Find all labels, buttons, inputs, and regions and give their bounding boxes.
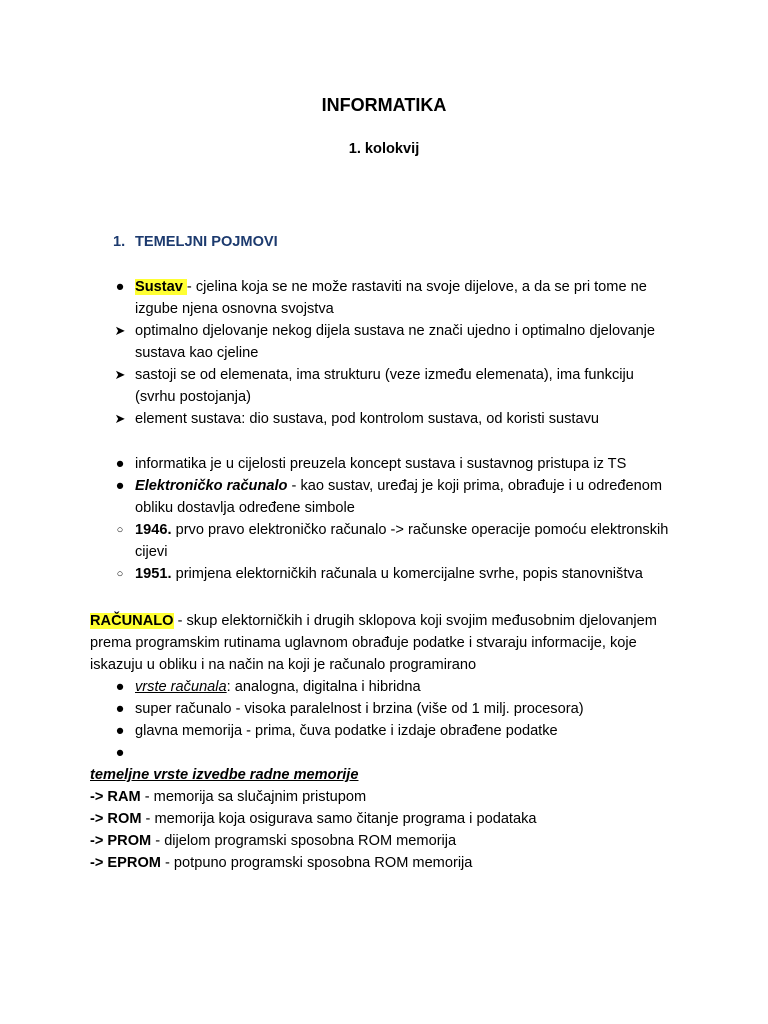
list-item-text: - kao sustav, uređaj je koji prima, obrađuje i u određenom obliku dostavlja određene simbole — [135, 478, 662, 516]
list-item-text: primjena elektorničkih računala u komercijalne svrhe, popis stanovništva — [171, 566, 643, 582]
racunalo-definition: - skup elektorničkih i drugih sklopova koji svojim međusobnim djelovanjem prema programskim rutinama uglavnom obrađuje podatke i stvaraju informacije, koje iskazuju u obliku i na način na koji je računalo programirano — [90, 613, 657, 673]
informatika-list — [0, 453, 768, 585]
list-item — [0, 563, 768, 585]
document-title: INFORMATIKA — [321, 95, 447, 115]
sustav-definition: - cjelina koja se ne može rastaviti na svoje dijelove, a da se pri tome ne izgube njena osnovna svojstva — [135, 279, 647, 317]
vrste-racunala-term: vrste računala — [135, 679, 227, 695]
memory-text: - dijelom programski sposobna ROM memorija — [151, 833, 457, 849]
bullet-dot-icon: ● — [115, 701, 125, 717]
list-item-text: glavna memorija - prima, čuva podatke i izdaje obrađene podatke — [135, 723, 558, 739]
bullet-dot-icon: ● — [115, 456, 125, 472]
bullet-dot-icon: ● — [115, 723, 125, 739]
circle-bullet-icon: ○ — [116, 568, 124, 580]
memory-heading — [0, 764, 768, 786]
list-item — [0, 676, 768, 698]
list-item-text: optimalno djelovanje nekog dijela sustava ne znači ujedno i optimalno djelovanje sustava kao cjeline — [135, 323, 656, 361]
circle-bullet-icon: ○ — [116, 524, 124, 536]
section-heading-text: TEMELJNI POJMOVI — [135, 234, 278, 250]
memory-row — [0, 808, 768, 830]
elektronicko-racunalo-term: Elektroničko računalo — [135, 478, 288, 494]
section-heading-number: 1. — [113, 234, 126, 250]
memory-text: - memorija koja osigurava samo čitanje programa i podataka — [141, 811, 537, 827]
arrow-bullet-icon: ➤ — [114, 323, 126, 338]
bullet-dot-icon: ● — [115, 478, 125, 494]
racunalo-section — [0, 610, 768, 874]
list-item — [0, 320, 768, 364]
list-item — [0, 408, 768, 430]
memory-row — [0, 852, 768, 874]
list-item — [0, 720, 768, 742]
bullet-dot-icon: ● — [115, 279, 125, 295]
list-item-text: prvo pravo elektroničko računalo -> računske operacije pomoću elektronskih cijevi — [135, 522, 669, 560]
year-label: 1951. — [135, 566, 172, 582]
memory-term: -> EPROM — [90, 855, 161, 871]
document-subtitle: 1. kolokvij — [348, 141, 420, 157]
list-item-text: element sustava: dio sustava, pod kontrolom sustava, od koristi sustavu — [135, 411, 599, 427]
list-item-text: super računalo - visoka paralelnost i brzina (više od 1 milj. procesora) — [135, 701, 584, 717]
list-item — [0, 364, 768, 408]
memory-text: - potpuno programski sposobna ROM memorija — [160, 855, 473, 871]
racunalo-term: RAČUNALO — [90, 613, 174, 629]
list-item-text: informatika je u cijelosti preuzela koncept sustava i sustavnog pristupa iz TS — [135, 456, 627, 472]
list-item — [0, 453, 768, 475]
sustav-list — [0, 276, 768, 430]
sustav-term: Sustav — [135, 279, 187, 295]
memory-term: -> ROM — [90, 811, 142, 827]
arrow-bullet-icon: ➤ — [114, 367, 126, 382]
year-label: 1946. — [135, 522, 172, 538]
list-item-empty — [0, 742, 768, 764]
memory-row — [0, 786, 768, 808]
list-item — [0, 276, 768, 320]
memory-term: -> PROM — [90, 833, 152, 849]
memory-term: -> RAM — [90, 789, 141, 805]
memory-heading-text: temeljne vrste izvedbe radne memorije — [90, 767, 359, 783]
memory-row — [0, 830, 768, 852]
list-item — [0, 698, 768, 720]
memory-text: - memorija sa slučajnim pristupom — [140, 789, 367, 805]
bullet-dot-icon: ● — [115, 745, 125, 761]
list-item-text: sastoji se od elemenata, ima strukturu (veze između elemenata), ima funkciju (svrhu postojanja) — [135, 367, 634, 405]
racunalo-paragraph — [0, 610, 768, 676]
section-heading — [113, 231, 278, 253]
list-item — [0, 475, 768, 519]
list-item — [0, 519, 768, 563]
arrow-bullet-icon: ➤ — [114, 411, 126, 426]
list-item-text: : analogna, digitalna i hibridna — [226, 679, 421, 695]
bullet-dot-icon: ● — [115, 679, 125, 695]
